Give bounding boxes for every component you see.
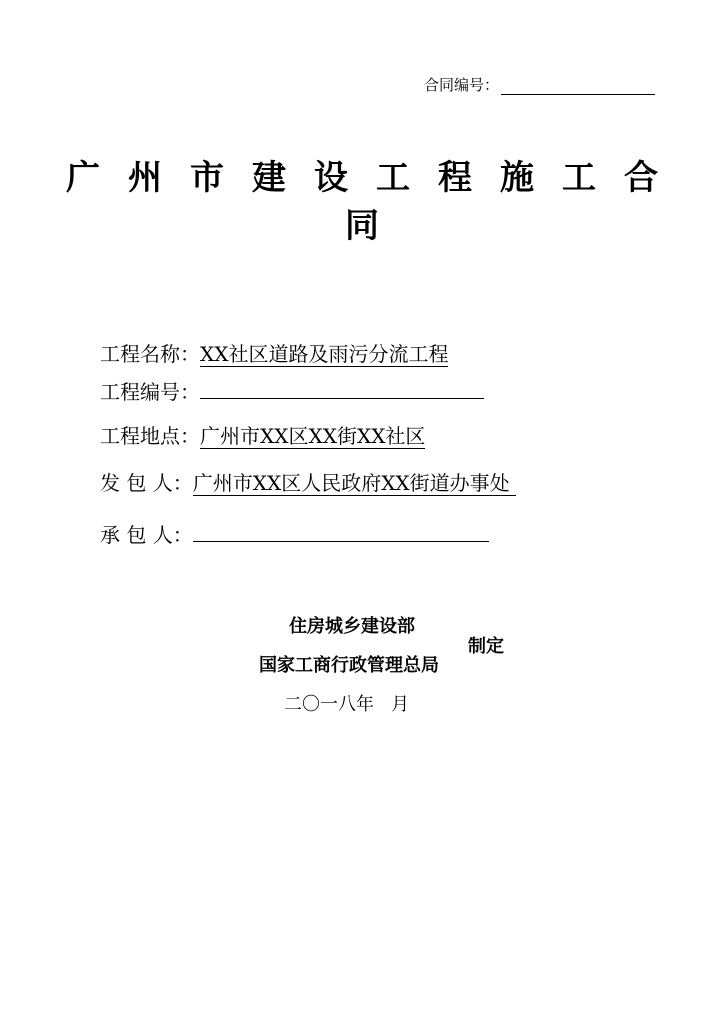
contract-number-label: 合同编号：	[424, 76, 500, 94]
issuer-org-1: 住房城乡建设部	[289, 616, 415, 637]
field-value	[193, 517, 489, 542]
field-project-location	[100, 423, 425, 449]
field-label: 工程编号：	[100, 380, 200, 404]
field-employer	[100, 470, 516, 496]
contract-number-line	[424, 74, 655, 95]
field-label: 承 包 人：	[100, 523, 193, 547]
field-contractor	[100, 517, 489, 548]
field-project-name	[100, 341, 448, 367]
issuer-made-by: 制定	[468, 636, 504, 657]
document-title-line-1: 广州市建设工程施工合	[66, 158, 658, 198]
field-value: 广州市XX区XX街XX社区	[200, 424, 426, 448]
field-value	[200, 374, 484, 399]
field-label: 工程名称：	[100, 342, 200, 366]
field-value: XX社区道路及雨污分流工程	[200, 342, 449, 366]
issuer-org-2: 国家工商行政管理总局	[259, 655, 439, 676]
field-project-number	[100, 374, 484, 405]
issue-date: 二〇一八年 月	[284, 694, 410, 715]
field-label: 工程地点：	[100, 424, 200, 448]
contract-number-blank	[501, 78, 655, 95]
field-label: 发 包 人：	[100, 471, 193, 495]
document-title-line-2: 同	[345, 206, 379, 246]
field-value: 广州市XX区人民政府XX街道办事处	[192, 471, 517, 495]
